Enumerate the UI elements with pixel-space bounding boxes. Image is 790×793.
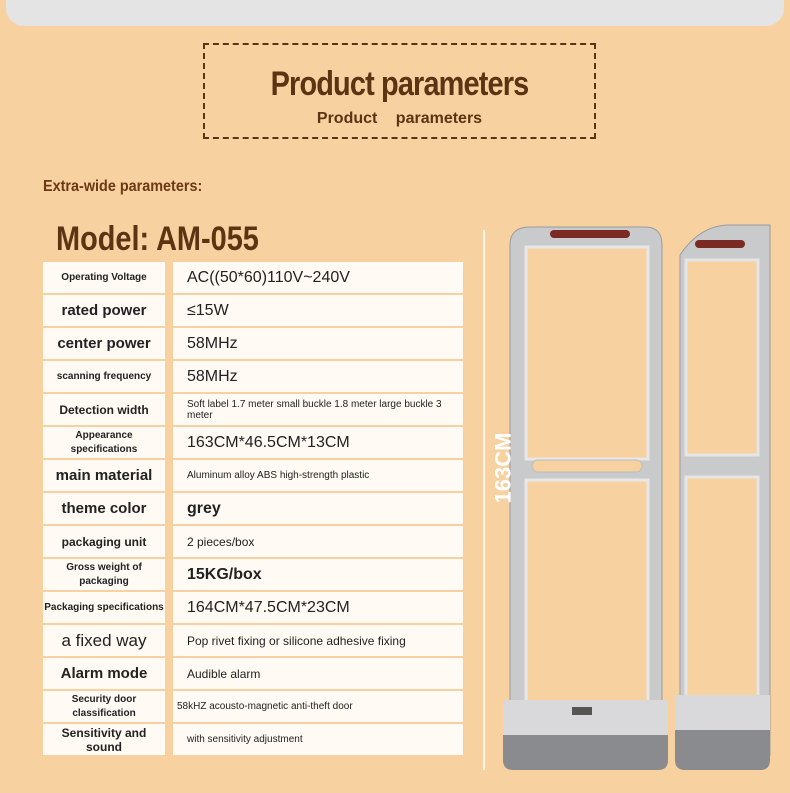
table-row <box>43 295 463 328</box>
param-key: Gross weight of packaging <box>43 559 165 590</box>
param-value: 163CM*46.5CM*13CM <box>173 427 463 458</box>
page-title: Product parameters <box>270 65 529 103</box>
param-value: Audible alarm <box>173 658 463 689</box>
param-key: Appearance specifications <box>43 427 165 458</box>
page-subtitle: Product parameters <box>316 110 483 127</box>
param-value: 164CM*47.5CM*23CM <box>173 592 463 623</box>
param-key: center power <box>43 328 165 359</box>
model-title: Model: AM-055 <box>56 220 259 258</box>
param-value: 58MHz <box>173 361 463 392</box>
top-banner <box>6 0 784 26</box>
param-key: Security door classification <box>43 691 165 722</box>
param-value: Soft label 1.7 meter small buckle 1.8 meter large buckle 3 meter <box>173 394 463 425</box>
height-label: 163CM <box>490 432 516 504</box>
param-key: Detection width <box>43 394 165 425</box>
gate-side <box>675 225 770 770</box>
table-row <box>43 625 463 658</box>
param-key: Packaging specifications <box>43 592 165 623</box>
gate-front <box>503 227 668 770</box>
param-value: with sensitivity adjustment <box>173 724 463 755</box>
param-key: packaging unit <box>43 526 165 557</box>
table-row <box>43 460 463 493</box>
table-row <box>43 493 463 526</box>
table-row <box>43 724 463 757</box>
table-row <box>43 658 463 691</box>
table-row <box>43 592 463 625</box>
param-value: Pop rivet fixing or silicone adhesive fixing <box>173 625 463 656</box>
param-key: scanning frequency <box>43 361 165 392</box>
param-value: 58kHZ acousto-magnetic anti-theft door <box>173 691 463 722</box>
table-row <box>43 394 463 427</box>
title-box <box>203 43 596 139</box>
param-value: grey <box>173 493 463 524</box>
param-key: Operating Voltage <box>43 262 165 293</box>
table-row <box>43 328 463 361</box>
param-value: 15KG/box <box>173 559 463 590</box>
param-value: ≤15W <box>173 295 463 326</box>
param-value: 2 pieces/box <box>173 526 463 557</box>
param-key: Alarm mode <box>43 658 165 689</box>
param-value: AC((50*60)110V~240V <box>173 262 463 293</box>
table-row <box>43 361 463 394</box>
param-key: rated power <box>43 295 165 326</box>
table-row <box>43 691 463 724</box>
param-key: a fixed way <box>43 625 165 656</box>
param-value: 58MHz <box>173 328 463 359</box>
table-row <box>43 262 463 295</box>
param-key: main material <box>43 460 165 491</box>
extra-label: Extra-wide parameters: <box>43 178 203 195</box>
table-row <box>43 427 463 460</box>
param-key: Sensitivity and sound <box>43 724 165 755</box>
table-row <box>43 526 463 559</box>
param-key: theme color <box>43 493 165 524</box>
security-gate-image <box>470 215 790 785</box>
param-value: Aluminum alloy ABS high-strength plastic <box>173 460 463 491</box>
params-table <box>43 262 463 757</box>
table-row <box>43 559 463 592</box>
